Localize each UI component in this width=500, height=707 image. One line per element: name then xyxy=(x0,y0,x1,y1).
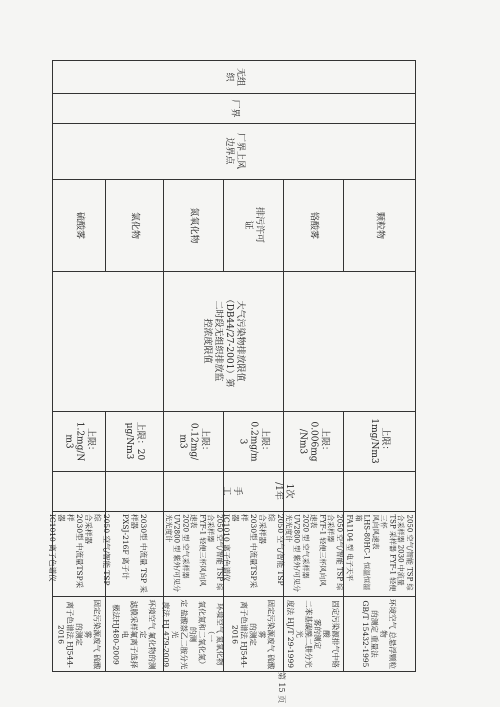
instrument-text: 2050 空气/智能 TSP 综 合采样器 FYF-1 轻便三杯风向风 速表 2020 型 空气采样器 UV2800 型 紫外/可见分 光光度计 xyxy=(283,514,343,592)
analysis-cell xyxy=(163,596,223,672)
limit-cell xyxy=(343,411,415,471)
group-label: 无组织 xyxy=(224,67,245,86)
pollutant-name: 硫酸雾 xyxy=(74,211,85,239)
limit-value: 上限： 0.006mg /Nm3 xyxy=(297,420,330,462)
limit-value: 上限： 0.12mg/ m3 xyxy=(177,422,210,460)
pollutant-name: 铬酸雾 xyxy=(308,211,319,239)
instrument-text: 2030型 中流量 TSP 采 样器 PXSJ-216F 离子计 xyxy=(120,514,148,593)
analysis-cell xyxy=(223,596,283,672)
standard-label: 排污许可 证 xyxy=(243,206,264,243)
analysis-text: 固定污染源废气 硫酸雾 的测定 离子色谱法 HJ544-2016 xyxy=(56,599,102,669)
frequency-cell xyxy=(223,471,343,511)
analysis-cell xyxy=(343,596,415,672)
pollutant-cell xyxy=(163,179,223,271)
point-label: 厂界上风 边界点 xyxy=(224,132,245,169)
location-label: 厂界 xyxy=(229,98,240,117)
standard-cell xyxy=(163,271,283,411)
limit-cell xyxy=(223,411,283,471)
analysis-text: 环境空气 氟化物的测定 滤膜采样氟离子选择电 极法HJ480-2009 xyxy=(111,599,157,669)
group-cell xyxy=(53,61,415,93)
instrument-cell xyxy=(163,511,223,596)
limit-cell xyxy=(105,411,163,471)
pollutant-name: 颗粒物 xyxy=(374,211,385,239)
page-number: 第 15 页 xyxy=(277,671,287,704)
analysis-text: 固定污染源废气 硫酸雾 的测定 离子色谱法 HJ544-2016 xyxy=(230,599,276,669)
analysis-text: 环境空气 总悬浮颗粒物 的测定 重量法 GB/T 15432-1995 xyxy=(361,599,397,669)
limit-value: 上限： 0.2mg/m 3 xyxy=(237,420,270,462)
standard-label-cell xyxy=(223,179,283,271)
limit-cell xyxy=(163,411,223,471)
instrument-text: 2050 空气/智能 TSP 综 合采样器 2030 中流量 TSP 采样器 FYF-1 轻便三杯 风向风速表 LHS-80HC-1 恒温恒湿箱 FA1104 型 电子天平 xyxy=(345,514,413,591)
pollutant-cell xyxy=(105,179,163,271)
point-cell xyxy=(53,123,415,179)
pollutant-name: 氮氧化物 xyxy=(188,206,199,243)
analysis-cell xyxy=(53,596,105,672)
instrument-cell xyxy=(105,511,163,596)
analysis-cell xyxy=(283,596,343,672)
instrument-cell xyxy=(47,511,111,596)
instrument-cell xyxy=(223,511,283,596)
standard-body: 大气污染物排放限值 （DB44/27-2001）第 二时段无组织排放监 控浓度限值 xyxy=(202,294,245,388)
instrument-cell xyxy=(283,511,343,596)
instrument-cell xyxy=(343,511,415,596)
location-cell xyxy=(53,93,415,123)
instrument-text: 2050 空气/智能 TSP 综 合采样器 2030型 中流量TSP采样 器 IC1010 离子色谱仪 xyxy=(221,514,285,589)
pollutant-cell xyxy=(343,179,415,271)
pollutant-name: 氯化物 xyxy=(129,211,140,239)
limit-value: 上限：20 μg/Nm3 xyxy=(124,421,145,461)
analysis-text: 固定污染源排气中铬酸 雾的测定 二苯基碳酰二肼分光光 度法 HJ/T 29-1999 xyxy=(286,599,340,668)
limit-cell xyxy=(53,411,105,471)
limit-value: 上限： 1.2mg/N m3 xyxy=(63,421,96,461)
method-label: 手 工 xyxy=(221,486,242,496)
limit-value: 上限： 1mg/Nm3 xyxy=(369,418,390,464)
analysis-text: 环境空气 氮氧化物（一 氧化氮和二氧化氮）的测 定 盐酸萘乙二胺分光光 度法 HJ 479-2009 xyxy=(161,599,225,669)
pollutant-cell xyxy=(53,179,105,271)
instrument-text: 2050 空气/智能 TSP 综 合采样器 2030型 中流量TSP采样 器 IC1010 离子色谱仪 xyxy=(47,514,111,589)
pollutant-cell xyxy=(283,179,343,271)
analysis-cell xyxy=(105,596,163,672)
limit-cell xyxy=(283,411,343,471)
instrument-text: 2050 空气/智能 TSP 综 合采样器 FYF-1 轻便三杯风向风 速表 2020 型 空气采样器 UV2800 型 紫外/可见分 光光度计 xyxy=(163,514,223,592)
monitoring-table xyxy=(47,60,416,672)
frequency-label: 1次 /1年 xyxy=(273,482,294,500)
